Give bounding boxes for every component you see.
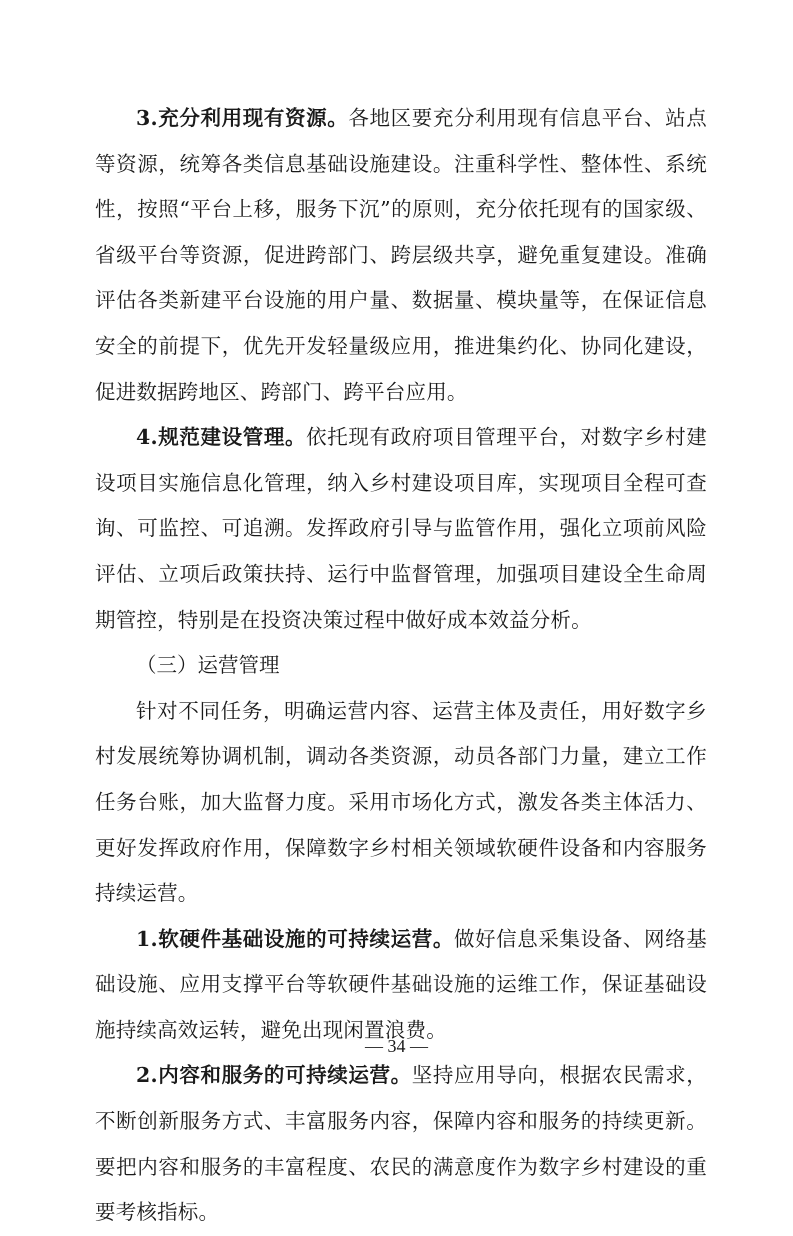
paragraph-operations-intro <box>95 689 707 917</box>
paragraph-lead: 3.充分利用现有资源。 <box>136 106 349 130</box>
paragraph-text: 做好信息采集设备、网络基础设施、应用支撑平台等软硬件基础设施的运维工作，保证基础设施持续高效运转，避免出现闲置浪费。 <box>95 926 707 1042</box>
paragraph-construction-management <box>95 415 707 643</box>
paragraph-text: 依托现有政府项目管理平台，对数字乡村建设项目实施信息化管理，纳入乡村建设项目库，实现项目全程可查询、可监控、可追溯。发挥政府引导与监管作用，强化立项前风险评估、立项后政策扶持、运行中监督管理，加强项目建设全生命周期管控，特别是在投资决策过程中做好成本效益分析。 <box>95 425 707 632</box>
section-heading-operations: （三）运营管理 <box>136 653 280 678</box>
paragraph-text: 各地区要充分利用现有信息平台、站点等资源，统筹各类信息基础设施建设。注重科学性、整体性、系统性，按照“平台上移，服务下沉”的原则，充分依托现有的国家级、省级平台等资源，促进跨部门、跨层级共享，避免重复建设。准确评估各类新建平台设施的用户量、数据量、模块量等，在保证信息安全的前提下，优先开发轻量级应用，推进集约化、协同化建设，促进数据跨地区、跨部门、跨平台应用。 <box>95 106 707 404</box>
paragraph-lead: 4.规范建设管理。 <box>136 425 307 450</box>
paragraph-text: 针对不同任务，明确运营内容、运营主体及责任，用好数字乡村发展统筹协调机制，调动各类资源，动员各部门力量，建立工作任务台账，加大监督力度。采用市场化方式，激发各类主体活力、更好发挥政府作用，保障数字乡村相关领域软硬件设备和内容服务持续运营。 <box>95 698 707 906</box>
paragraph-lead: 2.内容和服务的可持续运营。 <box>136 1063 412 1088</box>
paragraph-resource-utilization <box>95 96 707 415</box>
paragraph-text: 坚持应用导向，根据农民需求，不断创新服务方式、丰富服务内容，保障内容和服务的持续更新。要把内容和服务的丰富程度、农民的满意度作为数字乡村建设的重要考核指标。 <box>95 1063 707 1225</box>
paragraph-lead: 1.软硬件基础设施的可持续运营。 <box>136 926 454 951</box>
page-number: — 34 — <box>365 1036 428 1056</box>
paragraph-infrastructure-operations <box>95 917 707 1054</box>
paragraph-content-service-operations <box>95 1053 707 1235</box>
document-body <box>95 96 707 1236</box>
